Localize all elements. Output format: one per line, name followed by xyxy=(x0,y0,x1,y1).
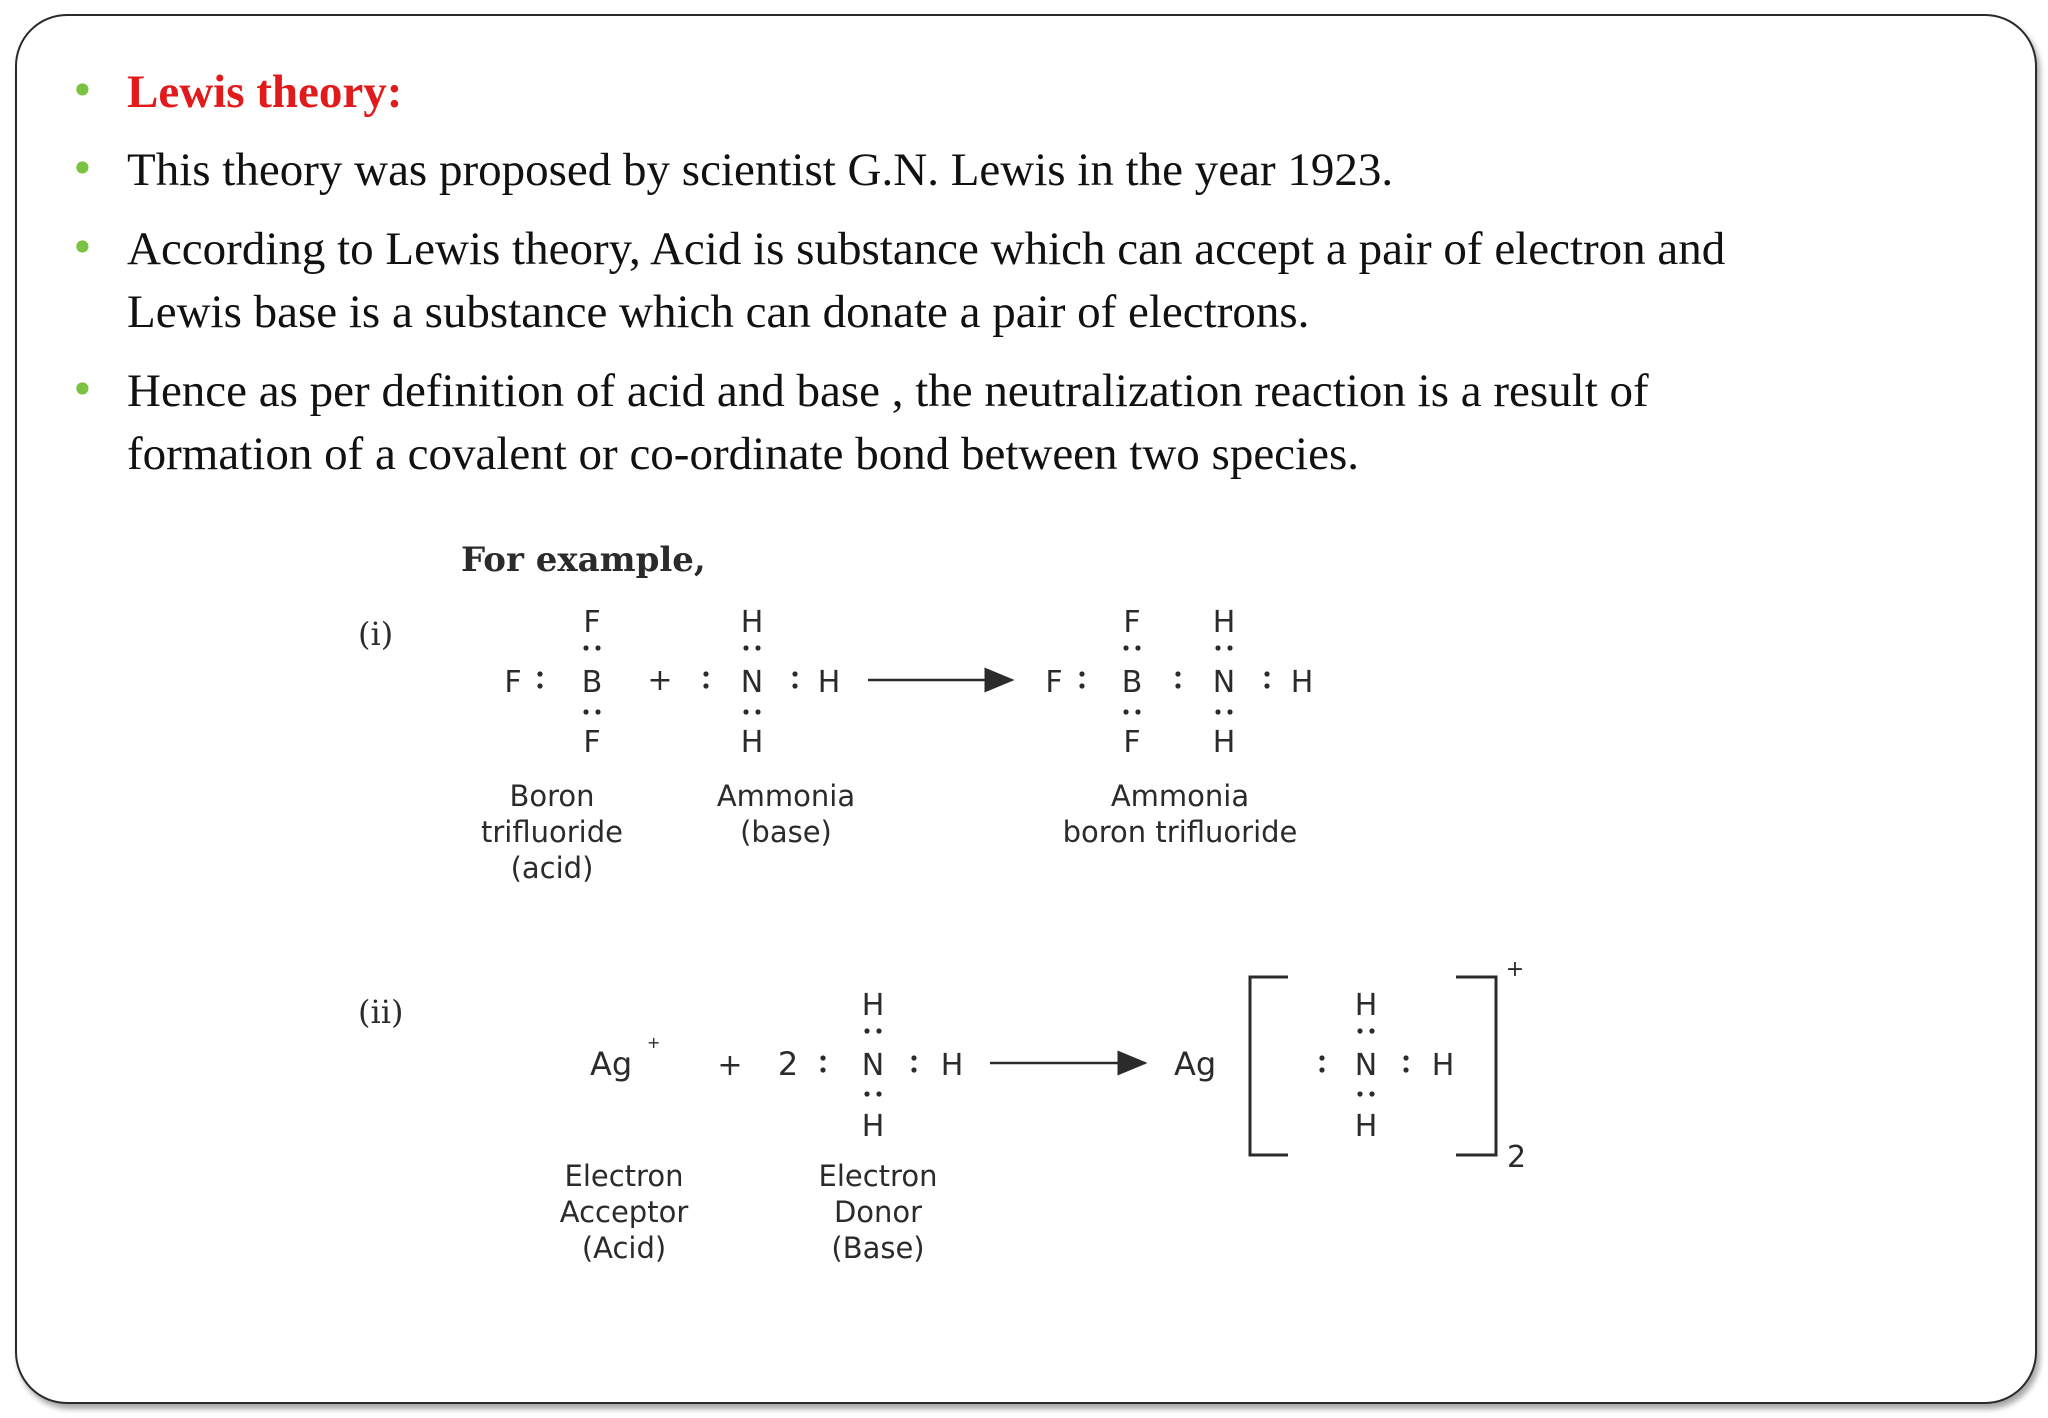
atom-f: F xyxy=(504,665,522,700)
coefficient: 2 xyxy=(777,1045,799,1083)
electron-dot xyxy=(1357,1028,1362,1033)
example-1-captions xyxy=(481,779,1297,885)
electron-dot xyxy=(792,671,797,676)
bullet-text-line2: formation of a covalent or co-ordinate bond between two species. xyxy=(127,428,1360,480)
electron-dot xyxy=(911,1067,916,1072)
electron-dot xyxy=(820,1067,825,1072)
silver-ion-charge: + xyxy=(647,1033,661,1052)
electron-dot xyxy=(1403,1067,1408,1072)
electron-dot xyxy=(1135,709,1140,714)
electron-dot xyxy=(1079,671,1084,676)
electron-dot xyxy=(755,709,760,714)
atom-f: F xyxy=(1123,725,1141,760)
atom-f: F xyxy=(583,725,601,760)
electron-dot xyxy=(583,645,588,650)
electron-dot xyxy=(743,645,748,650)
silver-ion: Ag xyxy=(590,1045,633,1083)
caption-reactant2-line2: Donor xyxy=(833,1195,923,1229)
electron-dot xyxy=(1215,709,1220,714)
caption-reactant2-line1: Ammonia xyxy=(716,779,856,813)
electron-dot xyxy=(1135,645,1140,650)
atom-h: H xyxy=(1431,1048,1455,1083)
bullet-text: This theory was proposed by scientist G.N. Lewis in the year 1923. xyxy=(127,144,1394,196)
complex-charge: + xyxy=(1505,957,1525,982)
electron-dot xyxy=(1215,645,1220,650)
electron-dot xyxy=(876,1091,881,1096)
bullet-dot-icon: • xyxy=(70,223,95,272)
plus-sign: + xyxy=(647,663,673,698)
electron-dot xyxy=(1319,1067,1324,1072)
electron-dot xyxy=(537,671,542,676)
bullet-dot-icon: • xyxy=(70,144,95,193)
complex-subscript: 2 xyxy=(1507,1140,1527,1175)
atom-h: H xyxy=(1354,988,1378,1023)
electron-dot xyxy=(820,1055,825,1060)
electron-dot xyxy=(1403,1055,1408,1060)
electron-dot xyxy=(1123,645,1128,650)
caption-reactant1-line2: trifluoride xyxy=(481,815,623,849)
example-2-label: (ii) xyxy=(358,993,404,1031)
caption-reactant2-line3: (Base) xyxy=(831,1231,925,1265)
atom-h: H xyxy=(861,988,885,1023)
silver-atom: Ag xyxy=(1174,1045,1217,1083)
electron-dot xyxy=(1264,671,1269,676)
electron-dot xyxy=(1079,683,1084,688)
atom-h: H xyxy=(861,1109,885,1144)
electron-dot xyxy=(703,683,708,688)
atom-h: H xyxy=(817,665,841,700)
electron-dot xyxy=(792,683,797,688)
atom-f: F xyxy=(583,605,601,640)
right-bracket-icon xyxy=(1456,977,1496,1155)
atom-h: H xyxy=(940,1048,964,1083)
plus-sign: + xyxy=(717,1048,743,1083)
electron-dot xyxy=(743,709,748,714)
left-bracket-icon xyxy=(1250,977,1288,1155)
caption-product-line2: boron trifluoride xyxy=(1062,815,1298,849)
atom-h: H xyxy=(740,605,764,640)
electron-dot xyxy=(1227,709,1232,714)
atom-h: H xyxy=(1290,665,1314,700)
electron-dot xyxy=(537,683,542,688)
electron-dot xyxy=(911,1055,916,1060)
electron-dot xyxy=(755,645,760,650)
electron-dot xyxy=(864,1028,869,1033)
electron-dot xyxy=(1369,1091,1374,1096)
example-2-captions xyxy=(560,1159,938,1265)
electron-dot xyxy=(864,1091,869,1096)
ammonia-ligand xyxy=(1319,988,1454,1144)
caption-reactant1-line2: Acceptor xyxy=(559,1195,689,1229)
electron-dot xyxy=(876,1028,881,1033)
electron-dot xyxy=(1175,671,1180,676)
electron-dot xyxy=(583,709,588,714)
electron-dot xyxy=(703,671,708,676)
electron-dot xyxy=(595,709,600,714)
caption-reactant1-line1: Boron xyxy=(509,779,595,813)
atom-f: F xyxy=(1045,665,1063,700)
atom-n: N xyxy=(1354,1048,1378,1083)
boron-trifluoride-molecule xyxy=(504,605,602,760)
bullet-text-line1: Hence as per definition of acid and base , the neutralization reaction is a result of xyxy=(127,365,1649,417)
atom-b: B xyxy=(1121,665,1143,700)
atom-f: F xyxy=(1123,605,1141,640)
bullet-text-line1: According to Lewis theory, Acid is substance which can accept a pair of electron and xyxy=(127,223,1726,275)
atom-h: H xyxy=(1354,1109,1378,1144)
atom-b: B xyxy=(581,665,603,700)
electron-dot xyxy=(1319,1055,1324,1060)
ammonia-molecule xyxy=(703,605,840,760)
example-intro: For example, xyxy=(461,540,706,580)
atom-n: N xyxy=(1212,665,1236,700)
electron-dot xyxy=(1369,1028,1374,1033)
electron-dot xyxy=(595,645,600,650)
ammonia-boron-trifluoride-molecule xyxy=(1045,605,1313,760)
caption-reactant1-line1: Electron xyxy=(564,1159,684,1193)
ammonia-molecule xyxy=(820,988,963,1144)
electron-dot xyxy=(1357,1091,1362,1096)
bullet-text-line2: Lewis base is a substance which can donate a pair of electrons. xyxy=(127,286,1310,338)
caption-reactant2-line1: Electron xyxy=(818,1159,938,1193)
electron-dot xyxy=(1123,709,1128,714)
caption-reactant1-line3: (acid) xyxy=(510,851,594,885)
caption-reactant2-line2: (base) xyxy=(740,815,832,849)
atom-n: N xyxy=(861,1048,885,1083)
example-1-label: (i) xyxy=(358,615,394,653)
bullet-dot-icon: • xyxy=(70,365,95,414)
atom-h: H xyxy=(1212,605,1236,640)
atom-h: H xyxy=(1212,725,1236,760)
bullet-dot-icon: • xyxy=(70,66,95,115)
electron-dot xyxy=(1264,683,1269,688)
atom-n: N xyxy=(740,665,764,700)
heading-text: Lewis theory: xyxy=(127,66,403,118)
caption-reactant1-line3: (Acid) xyxy=(581,1231,667,1265)
atom-h: H xyxy=(740,725,764,760)
electron-dot xyxy=(1227,645,1232,650)
caption-product-line1: Ammonia xyxy=(1110,779,1250,813)
electron-dot xyxy=(1175,683,1180,688)
